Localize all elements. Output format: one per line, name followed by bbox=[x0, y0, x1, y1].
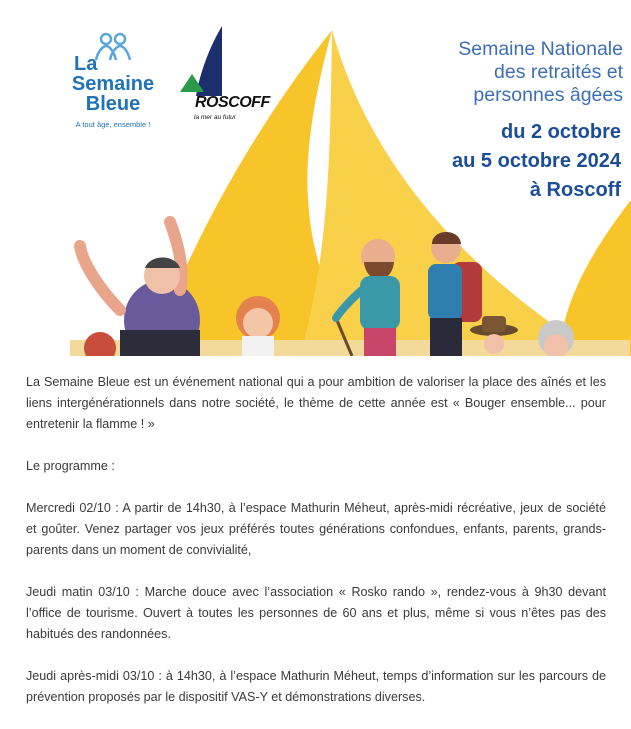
intro-paragraph: La Semaine Bleue est un événement national qui a pour ambition de valoriser la place des aînés et les liens intergénérationnels dans notre société, le thème de cette année est « Bouger ensemble... pour entretenir la flamme ! » bbox=[26, 375, 606, 431]
sail-icon bbox=[170, 22, 276, 102]
dates-line-1: du 2 octobre bbox=[500, 121, 621, 143]
la-semaine-bleue-logo bbox=[58, 32, 168, 132]
dates-line-3: à Roscoff bbox=[529, 179, 621, 201]
logo-line-1: La bbox=[74, 53, 98, 75]
headline-line-1: Semaine Nationale bbox=[458, 38, 623, 60]
programme-item-wednesday: Mercredi 02/10 : A partir de 14h30, à l’espace Mathurin Méheut, après-midi récréative, jeux de société et goûter. Venez partager vos jeux préférés toutes générations confondues, enfants, parents, grands-parents dans un moment de convivialité, bbox=[26, 501, 606, 557]
programme-item-thursday-morning: Jeudi matin 03/10 : Marche douce avec l’association « Rosko rando », rendez-vous à 9h30 devant l’office de tourisme. Ouvert à toutes les personnes de 60 ans et plus, même si vous n’êtes pas des habitués des randonnées. bbox=[26, 585, 606, 641]
event-banner bbox=[0, 0, 631, 356]
article-body bbox=[26, 372, 606, 729]
grey-haired-woman-illustration bbox=[538, 320, 574, 356]
headline-line-3: personnes âgées bbox=[473, 84, 623, 106]
roscoff-tagline: la mer au futur bbox=[194, 114, 236, 121]
logo-line-3: Bleue bbox=[85, 93, 141, 115]
logo-line-2: Semaine bbox=[71, 73, 155, 95]
roscoff-name: ROSCOFF bbox=[195, 94, 270, 111]
logo-tagline: A tout âge, ensemble ! bbox=[75, 120, 151, 129]
programme-heading: Le programme : bbox=[26, 459, 115, 473]
roscoff-logo bbox=[170, 22, 276, 132]
event-dates bbox=[361, 118, 621, 205]
dates-line-2: au 5 octobre 2024 bbox=[452, 150, 621, 172]
event-headline bbox=[373, 38, 623, 107]
headline-line-2: des retraités et bbox=[494, 61, 623, 83]
programme-item-thursday-afternoon: Jeudi après-midi 03/10 : à 14h30, à l’espace Mathurin Méheut, temps d’information sur les parcours de prévention proposés par le dispositif VAS-Y et démonstrations diverses. bbox=[26, 669, 606, 704]
child-illustration bbox=[236, 296, 280, 356]
